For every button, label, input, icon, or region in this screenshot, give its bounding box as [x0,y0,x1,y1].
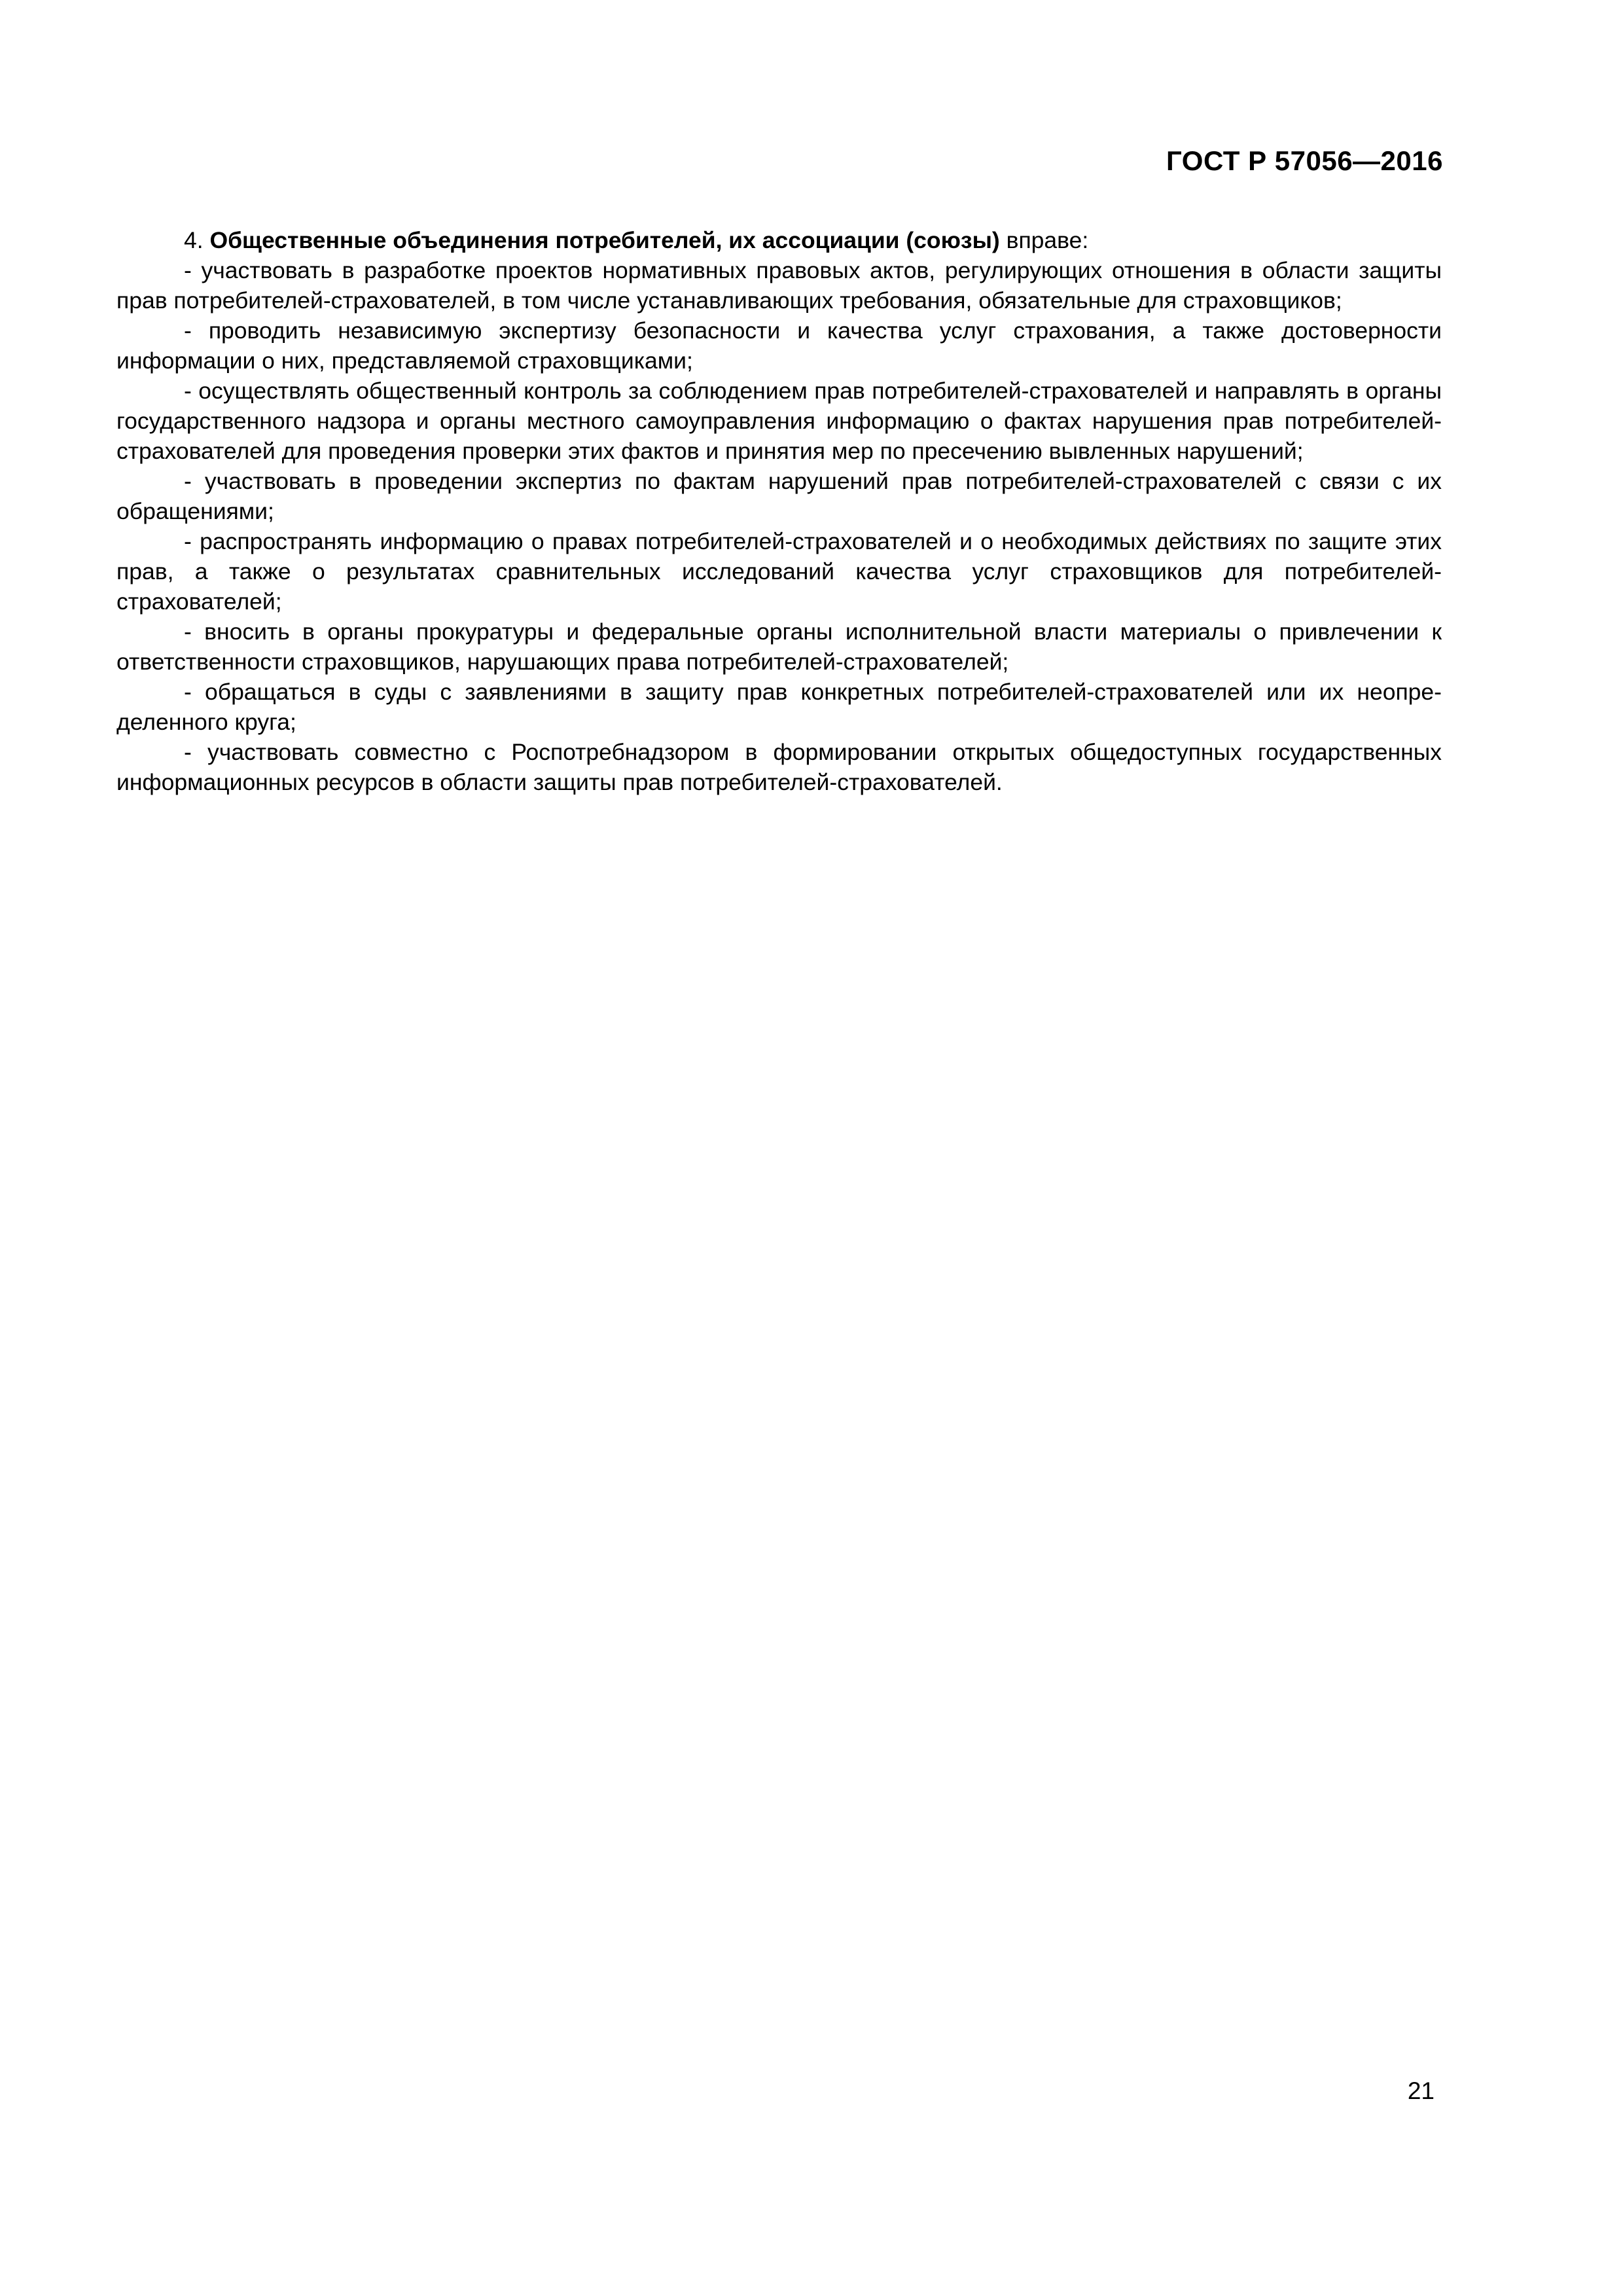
section-heading [116,225,1442,255]
list-item: - обращаться в суды с заявлениями в защиту прав конкретных потребителей-страхователей или их неопределенного круга; [116,679,1442,735]
document-code: ГОСТ Р 57056—2016 [1166,145,1443,176]
section-number: 4. [184,227,204,253]
list-item: - проводить независимую экспертизу безопасности и качества услуг страхования, а также достоверности информации о них, представляемой страховщиками; [116,317,1442,374]
page-number: 21 [1407,2077,1435,2104]
list-item: - участвовать совместно с Роспотребнадзором в формировании открытых общедоступных государственных информационных ресурсов в области защиты прав потребителей-страхователей. [116,739,1442,795]
list-item: - распространять информацию о правах потребителей-страхователей и о необходимых действиях по защите этих прав, а также о результатах сравнительных исследований качества услуг страховщиков для потребителей-страхователей; [116,528,1442,615]
list-item: - вносить в органы прокуратуры и федеральные органы исполнительной власти материалы о привлечении к ответственности страховщиков, нарушающих права потребителей-страхователей; [116,619,1442,675]
list-item: - осуществлять общественный контроль за соблюдением прав потребителей-страхователей и направлять в органы государственного надзора и органы местного самоуправления информацию о фактах нарушения прав потребителей-страхователей для проведения проверки этих фактов и принятия мер по пресечению вывленных нарушений; [116,378,1442,464]
section-content [116,225,1442,797]
list-item: - участвовать в разработке проектов нормативных правовых актов, регулирующих отношения в области защиты прав потребителей-страхователей, в том числе устанавливающих требования, обязательные для страховщиков; [116,257,1442,314]
section-title: Общественные объединения потребителей, их ассоциации (союзы) [209,227,1000,253]
list-item: - участвовать в проведении экспертиз по фактам нарушений прав потребителей-страхователей с связи с их обращениями; [116,468,1442,524]
section-title-suffix: вправе: [1006,227,1089,253]
